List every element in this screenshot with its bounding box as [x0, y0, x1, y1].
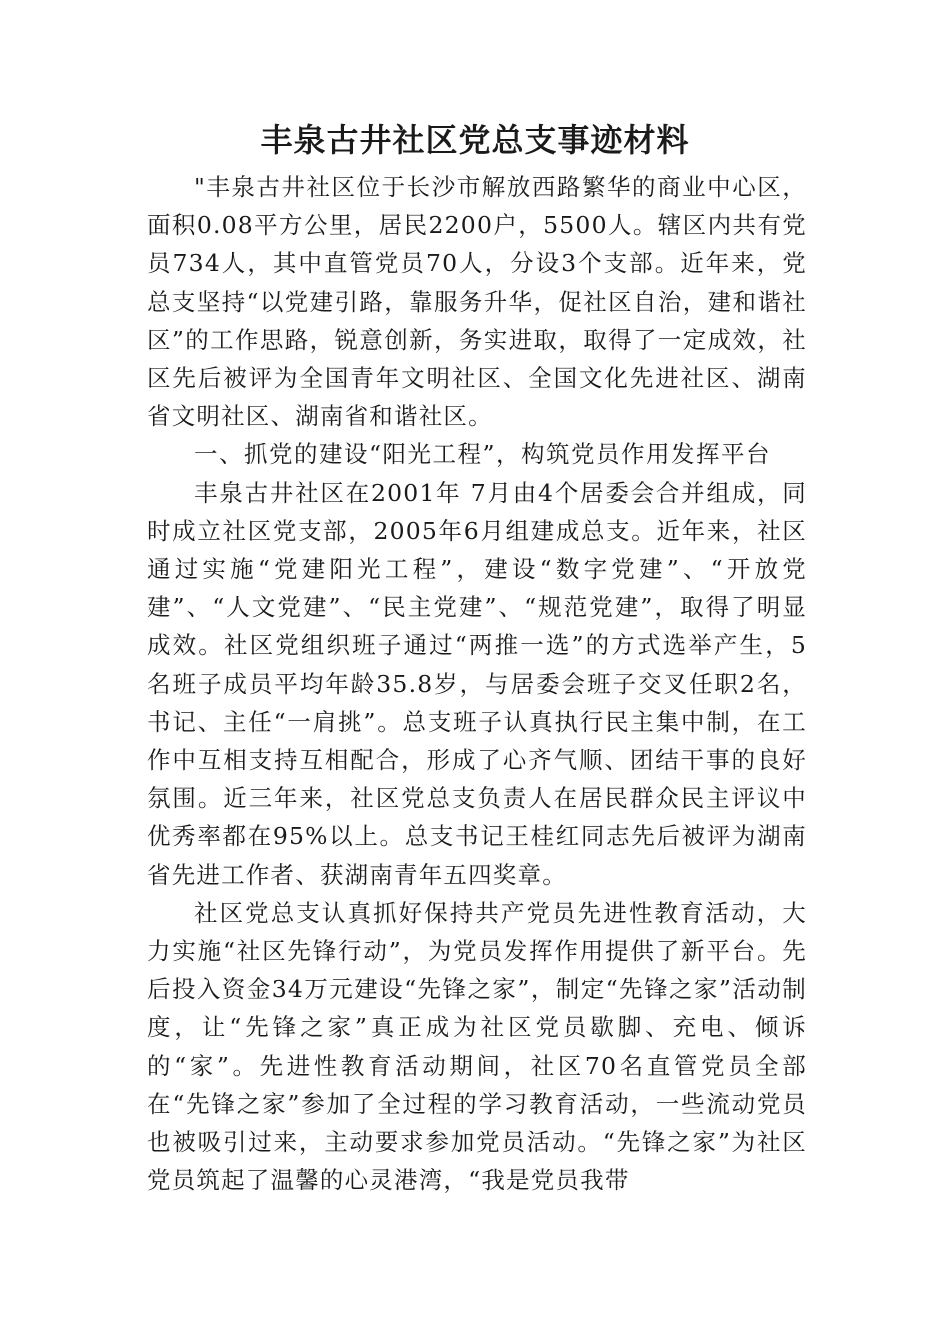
- paragraph-party-building: 丰泉古井社区在2001年 7月由4个居委会合并组成，同时成立社区党支部，2005年6月组建成总支。近年来，社区通过实施“党建阳光工程”，建设“数字党建”、“开放党建”、“人文党建”、“民主党建”、“规范党建”，取得了明显成效。社区党组织班子通过“两推一选”的方式选举产生，5名班子成员平均年龄35.8岁，与居委会班子交叉任职2名，书记、主任“一肩挑”。总支班子认真执行民主集中制，在工作中互相支持互相配合，形成了心齐气顺、团结干事的良好氛围。近三年来，社区党总支负责人在居民群众民主评议中优秀率都在95%以上。总支书记王桂红同志先后被评为湖南省先进工作者、获湖南青年五四奖章。: [147, 478, 807, 889]
- document-body: [147, 168, 807, 1199]
- paragraph-intro: "丰泉古井社区位于长沙市解放西路繁华的商业中心区，面积0.08平方公里，居民2200户，5500人。辖区内共有党员734人，其中直管党员70人，分设3个支部。近年来，党总支坚持“以党建引路，靠服务升华，促社区自治，建和谐社区”的工作思路，锐意创新，务实进取，取得了一定成效，社区先后被评为全国青年文明社区、全国文化先进社区、湖南省文明社区、湖南省和谐社区。: [147, 173, 807, 431]
- paragraph-vanguard-action: 社区党总支认真抓好保持共产党员先进性教育活动，大力实施“社区先锋行动”，为党员发挥作用提供了新平台。先后投入资金34万元建设“先锋之家”，制定“先锋之家”活动制度，让“先锋之家”真正成为社区党员歇脚、充电、倾诉的“家”。先进性教育活动期间，社区70名直管党员全部在“先锋之家”参加了全过程的学习教育活动，一些流动党员也被吸引过来，主动要求参加党员活动。“先锋之家”为社区党员筑起了温馨的心灵港湾，“我是党员我带: [147, 898, 807, 1195]
- document-title: 丰泉古井社区党总支事迹材料: [260, 121, 690, 159]
- section-heading-1: 一、抓党的建设“阳光工程”，构筑党员作用发挥平台: [194, 440, 772, 469]
